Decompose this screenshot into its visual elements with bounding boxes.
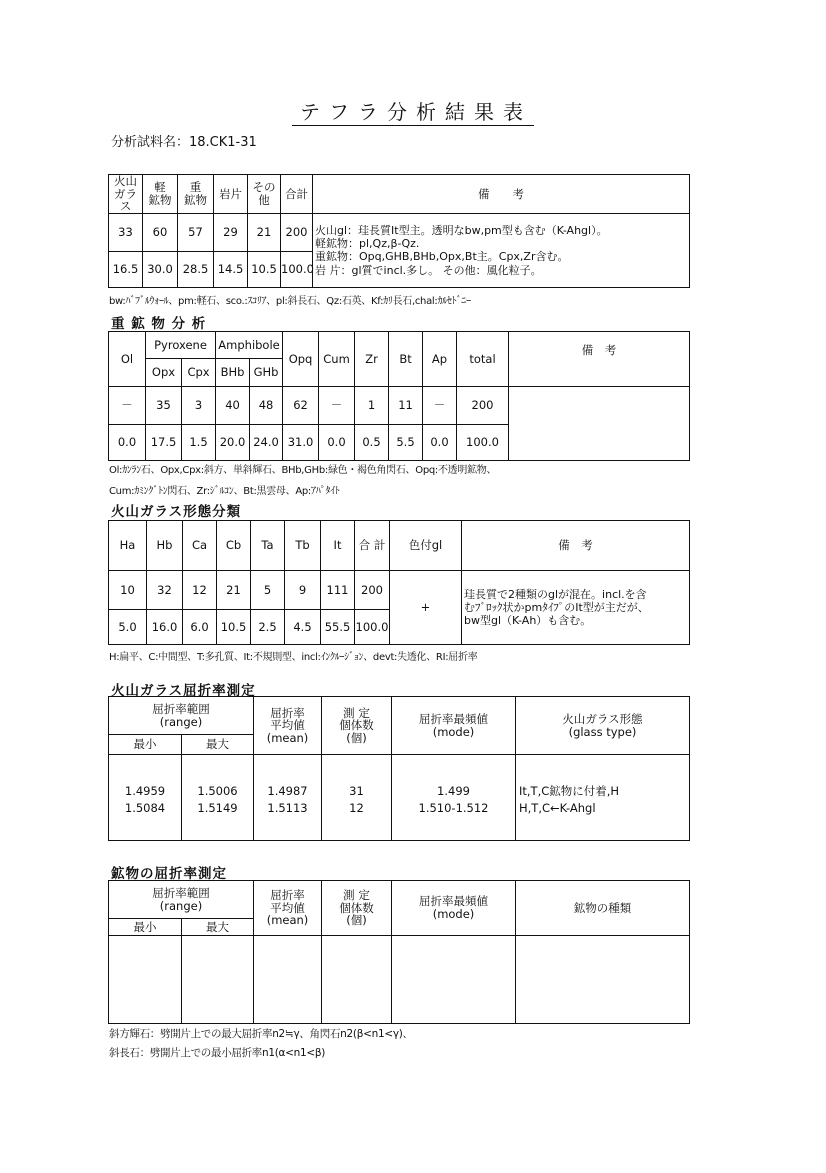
header-bhb: BHb (216, 359, 250, 387)
cell: 0.5 (355, 425, 389, 461)
cell: 24.0 (250, 425, 283, 461)
cell: 62 (283, 387, 319, 425)
cell: 12 (322, 800, 392, 817)
header-opq: Opq (283, 332, 319, 387)
colored-gl-value: + (390, 571, 462, 645)
cell: 1.4987 (254, 783, 322, 800)
mineral-ri-header-row-1 (109, 881, 690, 919)
header-range-en: (range) (159, 898, 203, 913)
cell: 21 (248, 213, 281, 251)
cell: 1.510-1.512 (392, 800, 516, 817)
cell (182, 936, 254, 1024)
header-amphibole: Amphibole (216, 332, 283, 359)
header-max: 最大 (182, 919, 254, 936)
header-glass-type: 火山ガラス形態 (glass type) (516, 697, 690, 755)
header-remarks: 備 考 (313, 175, 690, 214)
header-ca: Ca (183, 521, 217, 571)
header-range-label: 屈折率範囲 (152, 885, 210, 900)
header-count: 測 定 個体数 (個) (322, 881, 392, 936)
cell (322, 936, 392, 1024)
header-bt: Bt (389, 332, 423, 387)
mineral-ri-footnote-2: 斜長石：劈開片上での最小屈折率n1(α<n1<β) (109, 1047, 326, 1059)
sample-name: 分析試料名：18.CK1-31 (111, 135, 257, 150)
cell: 16.5 (109, 251, 143, 287)
cell: 5 (251, 571, 285, 610)
cell: 0.0 (319, 425, 355, 461)
header-cpx: Cpx (182, 359, 216, 387)
header-ol: Ol (109, 332, 146, 387)
composition-header-row (109, 175, 690, 214)
cell: 55.5 (321, 610, 355, 645)
header-mode: 屈折率最頻値 (mode) (392, 881, 516, 936)
header-hb: Hb (147, 521, 183, 571)
header-rock-fragment: 岩片 (214, 175, 248, 214)
cell: 1.4959 (109, 783, 182, 800)
glass-ri-section-title: 火山ガラス屈折率測定 (111, 683, 256, 699)
header-count: 測 定 個体数 (個) (322, 697, 392, 755)
mineral-ri-empty-row (109, 936, 690, 1024)
remark-line: 重鉱物：Opq,GHB,BHb,Opx,Bt主。Cpx,Zr含む。 (315, 250, 569, 264)
cell: 0.0 (423, 425, 457, 461)
cell: 1.5084 (109, 800, 182, 817)
remark-line: 岩 片：gl質でincl.多し。 その他：風化粒子。 (315, 263, 542, 277)
header-ha: Ha (109, 521, 147, 571)
cell: 17.5 (146, 425, 182, 461)
remark-line: 珪長質で2種類のglが混在。incl.を含 (464, 587, 647, 601)
header-ta: Ta (251, 521, 285, 571)
cell: － (319, 387, 355, 425)
cell: 14.5 (214, 251, 248, 287)
header-light-mineral: 軽 鉱物 (143, 175, 178, 214)
cell: 29 (214, 213, 248, 251)
heavy-mineral-table (108, 331, 690, 461)
glass-ri-table (108, 696, 690, 841)
cell: 2.5 (251, 610, 285, 645)
cell: 21 (217, 571, 251, 610)
composition-footnote: bw:ﾊﾞﾌﾞﾙｳｫｰﾙ、pm:軽石、sco.:ｽｺﾘｱ、pl:斜長石、Qz:石英、Kf:ｶﾘ長石,chal:ｶﾙｾﾄﾞﾆｰ (109, 296, 471, 307)
cell: 31 (322, 783, 392, 800)
cell: 100.0 (281, 251, 313, 287)
cell: 1.5 (182, 425, 216, 461)
cell: 40 (216, 387, 250, 425)
page-title: テフラ分析結果表 (0, 96, 826, 125)
remark-line: むﾌﾞﾛｯｸ状かpmﾀｲﾌﾟのIt型が主だが、 (464, 600, 649, 614)
cell: － (423, 387, 457, 425)
heavy-footnote-2: Cum:ｶﾐﾝｸﾞﾄﾝ閃石、Zr:ｼﾞﾙｺﾝ、Bt:黒雲母、Ap:ｱﾊﾟﾀｲﾄ (109, 486, 340, 497)
cell: 12 (183, 571, 217, 610)
header-range (109, 697, 254, 735)
composition-row-count (109, 213, 690, 251)
cell: 100.0 (457, 425, 509, 461)
header-mean: 屈折率 平均値 (mean) (254, 697, 322, 755)
glass-form-header-row (109, 521, 690, 571)
cell: 200 (355, 571, 390, 610)
remark-line: 火山gl：珪長質It型主。透明なbw,pm型も含む（K-Ahgl）。 (315, 224, 608, 238)
header-total: total (457, 332, 509, 387)
cell: 111 (321, 571, 355, 610)
heavy-mineral-section-title: 重 鉱 物 分 析 (111, 316, 207, 332)
cell (392, 936, 516, 1024)
glass-ri-row-2 (109, 800, 690, 817)
header-max: 最大 (182, 735, 254, 755)
header-zr: Zr (355, 332, 389, 387)
header-pyroxene: Pyroxene (146, 332, 216, 359)
glass-ri-spacer-row (109, 755, 690, 783)
cell: It,T,C鉱物に付着,H (516, 783, 690, 800)
cell: 3 (182, 387, 216, 425)
remark-line: 軽鉱物：pl,Qz,β-Qz. (315, 237, 420, 251)
glass-ri-bottom-row (109, 817, 690, 841)
cell: 57 (178, 213, 214, 251)
cell: 1 (355, 387, 389, 425)
glass-form-footnote: H:扁平、C:中間型、T:多孔質、It:不規則型、incl:ｲﾝｸﾙｰｼﾞｮﾝ、devt:失透化、RI:屈折率 (109, 652, 478, 663)
mineral-ri-table (108, 880, 690, 1024)
cell: 10.5 (248, 251, 281, 287)
heavy-header-row-1 (109, 332, 690, 359)
header-range (109, 881, 254, 919)
header-heavy-mineral: 重 鉱物 (178, 175, 214, 214)
cell: 10.5 (217, 610, 251, 645)
header-total: 合計 (281, 175, 313, 214)
glass-ri-row-1 (109, 783, 690, 800)
cell: 1.5149 (182, 800, 254, 817)
header-other: その 他 (248, 175, 281, 214)
cell: H,T,C←K-Ahgl (516, 800, 690, 817)
cell: 9 (285, 571, 321, 610)
cell: 4.5 (285, 610, 321, 645)
glass-form-row-count (109, 571, 690, 610)
cell: － (109, 387, 146, 425)
heavy-footnote-1: Ol:ｶﾝﾗﾝ石、Opx,Cpx:斜方、単斜輝石、BHb,GHb:緑色・褐色角閃石、Opq:不透明鉱物、 (109, 465, 497, 476)
cell: 20.0 (216, 425, 250, 461)
heavy-remarks-cell (509, 387, 690, 461)
cell (109, 936, 182, 1024)
cell: 28.5 (178, 251, 214, 287)
header-remarks: 備 考 (462, 521, 690, 571)
header-range-label: 屈折率範囲 (152, 701, 210, 716)
cell: 1.499 (392, 783, 516, 800)
header-cum: Cum (319, 332, 355, 387)
cell: 1.5113 (254, 800, 322, 817)
header-min: 最小 (109, 919, 182, 936)
header-it: It (321, 521, 355, 571)
header-cb: Cb (217, 521, 251, 571)
cell: 200 (457, 387, 509, 425)
cell: 1.5006 (182, 783, 254, 800)
cell: 32 (147, 571, 183, 610)
cell: 5.0 (109, 610, 147, 645)
cell: 30.0 (143, 251, 178, 287)
glass-form-remarks (462, 571, 690, 645)
cell: 48 (250, 387, 283, 425)
cell (516, 936, 690, 1024)
cell: 100.0 (355, 610, 390, 645)
mineral-ri-footnote-1: 斜方輝石：劈開片上での最大屈折率n2≒γ、角閃石n2(β<n1<γ)、 (109, 1028, 413, 1040)
cell: 60 (143, 213, 178, 251)
glass-ri-header-row-1 (109, 697, 690, 735)
header-min: 最小 (109, 735, 182, 755)
composition-remarks (313, 213, 690, 287)
header-total: 合 計 (355, 521, 390, 571)
cell (254, 936, 322, 1024)
remark-line: bw型gl（K-Ah）も含む。 (464, 614, 592, 628)
mineral-ri-section-title: 鉱物の屈折率測定 (111, 866, 227, 882)
header-mineral-type: 鉱物の種類 (516, 881, 690, 936)
cell: 6.0 (183, 610, 217, 645)
header-ghb: GHb (250, 359, 283, 387)
heavy-row-count (109, 387, 690, 425)
cell: 200 (281, 213, 313, 251)
header-remarks: 備 考 (509, 332, 690, 387)
cell: 35 (146, 387, 182, 425)
header-volcanic-glass: 火山 ガラス (109, 175, 143, 214)
glass-form-section-title: 火山ガラス形態分類 (111, 504, 242, 520)
header-mean: 屈折率 平均値 (mean) (254, 881, 322, 936)
cell: 16.0 (147, 610, 183, 645)
cell: 11 (389, 387, 423, 425)
composition-table (108, 174, 690, 288)
header-tb: Tb (285, 521, 321, 571)
header-opx: Opx (146, 359, 182, 387)
cell: 0.0 (109, 425, 146, 461)
cell: 10 (109, 571, 147, 610)
header-mode: 屈折率最頻値 (mode) (392, 697, 516, 755)
cell: 5.5 (389, 425, 423, 461)
cell: 31.0 (283, 425, 319, 461)
glass-form-table (108, 520, 690, 645)
header-colored-gl: 色付gl (390, 521, 462, 571)
header-range-en: (range) (159, 714, 203, 729)
cell: 33 (109, 213, 143, 251)
header-ap: Ap (423, 332, 457, 387)
